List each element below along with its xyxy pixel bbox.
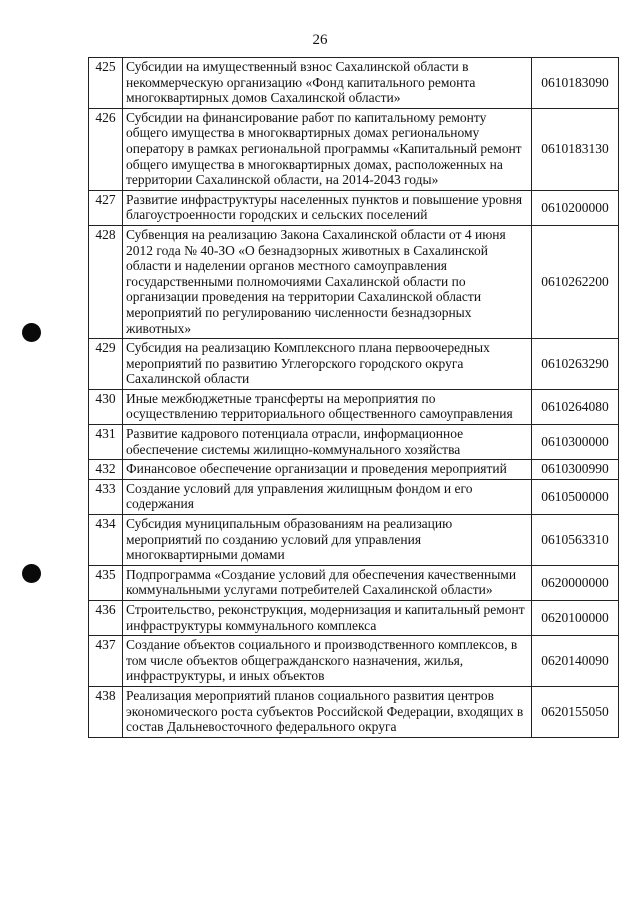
row-name: Создание объектов социального и производственного комплексов, в том числе объектов общегражданского назначения, жилья, инфраструктуры, и иных объектов (123, 636, 532, 687)
row-code: 0610263290 (532, 339, 619, 390)
row-name: Реализация мероприятий планов социального развития центров экономического роста субъектов Российской Федерации, входящих в состав Дальневосточного федерального округа (123, 686, 532, 737)
row-code: 0610563310 (532, 515, 619, 566)
row-code: 0610300000 (532, 425, 619, 460)
row-number: 435 (89, 565, 123, 600)
table-row (89, 636, 619, 687)
row-code: 0620000000 (532, 565, 619, 600)
page-number: 26 (312, 32, 328, 48)
row-name: Иные межбюджетные трансферты на мероприятия по осуществлению территориального общественного самоуправления (123, 389, 532, 424)
row-code: 0610183090 (532, 58, 619, 109)
table-row (89, 389, 619, 424)
row-name: Создание условий для управления жилищным фондом и его содержания (123, 479, 532, 514)
table-row (89, 58, 619, 109)
row-number: 432 (89, 460, 123, 480)
row-number: 429 (89, 339, 123, 390)
row-number: 430 (89, 389, 123, 424)
row-name: Субсидия на реализацию Комплексного плана первоочередных мероприятий по развитию Углегорского городского округа Сахалинской области (123, 339, 532, 390)
punch-hole-mark (22, 323, 41, 342)
row-number: 433 (89, 479, 123, 514)
row-code: 0610262200 (532, 225, 619, 338)
row-number: 426 (89, 108, 123, 190)
table-row (89, 515, 619, 566)
row-name: Строительство, реконструкция, модернизация и капитальный ремонт инфраструктуры коммунального комплекса (123, 601, 532, 636)
row-number: 436 (89, 601, 123, 636)
row-number: 437 (89, 636, 123, 687)
table-row (89, 339, 619, 390)
row-code: 0620100000 (532, 601, 619, 636)
row-name: Финансовое обеспечение организации и проведения мероприятий (123, 460, 532, 480)
row-name: Подпрограмма «Создание условий для обеспечения качественными коммунальными услугами потребителей Сахалинской области» (123, 565, 532, 600)
row-code: 0620140090 (532, 636, 619, 687)
row-number: 431 (89, 425, 123, 460)
row-number: 438 (89, 686, 123, 737)
table-row (89, 108, 619, 190)
table-row (89, 460, 619, 480)
budget-classification-table (88, 57, 619, 738)
table-row (89, 479, 619, 514)
table-row (89, 225, 619, 338)
row-name: Развитие кадрового потенциала отрасли, информационное обеспечение системы жилищно-коммунального хозяйства (123, 425, 532, 460)
row-code: 0620155050 (532, 686, 619, 737)
row-number: 427 (89, 190, 123, 225)
punch-hole-mark (22, 564, 41, 583)
row-name: Субсидии на финансирование работ по капитальному ремонту общего имущества в многоквартирных домах региональному оператору в рамках региональной программы «Капитальный ремонт общего имущества в многоквартирных домах, расположенных на территории Сахалинской области, на 2014-2043 годы» (123, 108, 532, 190)
row-number: 434 (89, 515, 123, 566)
row-code: 0610200000 (532, 190, 619, 225)
row-number: 425 (89, 58, 123, 109)
row-name: Субсидии на имущественный взнос Сахалинской области в некоммерческую организацию «Фонд капитального ремонта многоквартирных домов Сахалинской области» (123, 58, 532, 109)
row-number: 428 (89, 225, 123, 338)
table-row (89, 425, 619, 460)
row-name: Субсидия муниципальным образованиям на реализацию мероприятий по созданию условий для управления многоквартирными домами (123, 515, 532, 566)
table-row (89, 190, 619, 225)
row-name: Субвенция на реализацию Закона Сахалинской области от 4 июня 2012 года № 40-ЗО «О безнадзорных животных в Сахалинской области и наделении органов местного самоуправления государственными полномочиями Сахалинской области по организации проведения на территории Сахалинской области мероприятий по регулированию численности безнадзорных животных» (123, 225, 532, 338)
table-row (89, 565, 619, 600)
table-row (89, 601, 619, 636)
table-row (89, 686, 619, 737)
row-name: Развитие инфраструктуры населенных пунктов и повышение уровня благоустроенности городских и сельских поселений (123, 190, 532, 225)
row-code: 0610264080 (532, 389, 619, 424)
row-code: 0610183130 (532, 108, 619, 190)
row-code: 0610300990 (532, 460, 619, 480)
row-code: 0610500000 (532, 479, 619, 514)
